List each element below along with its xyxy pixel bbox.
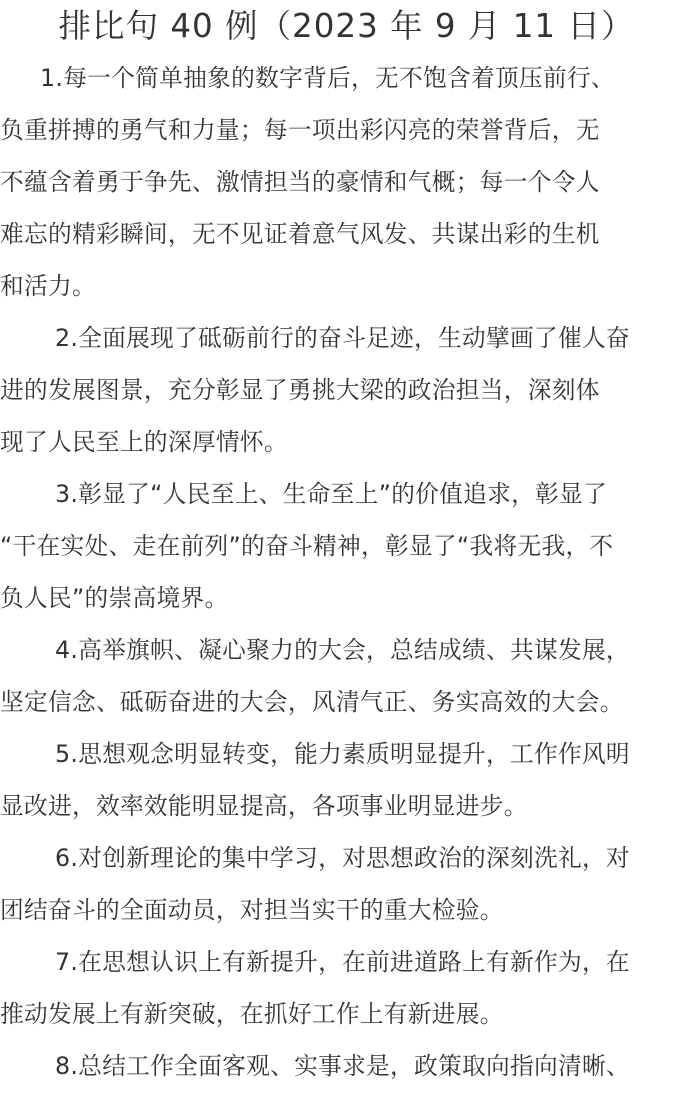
paragraph-1-line-5: 和活力。 <box>0 272 96 300</box>
paragraph-7-line-2: 推动发展上有新突破，在抓好工作上有新进展。 <box>0 1000 504 1028</box>
paragraph-1-line-4: 难忘的精彩瞬间，无不见证着意气风发、共谋出彩的生机 <box>0 220 600 248</box>
paragraph-7-line-1: 7.在思想认识上有新提升，在前进道路上有新作为，在 <box>55 948 630 976</box>
paragraph-3-line-3: 负人民”的崇高境界。 <box>0 584 229 612</box>
paragraph-5-line-2: 显改进，效率效能明显提高，各项事业明显进步。 <box>0 792 528 820</box>
paragraph-2-line-3: 现了人民至上的深厚情怀。 <box>0 428 288 456</box>
paragraph-2-line-1: 2.全面展现了砥砺前行的奋斗足迹，生动擘画了催人奋 <box>55 324 630 352</box>
paragraph-6-line-2: 团结奋斗的全面动员，对担当实干的重大检验。 <box>0 896 504 924</box>
paragraph-4-line-2: 坚定信念、砥砺奋进的大会，风清气正、务实高效的大会。 <box>0 688 624 716</box>
paragraph-8-line-1: 8.总结工作全面客观、实事求是，政策取向指向清晰、 <box>55 1052 630 1080</box>
paragraph-4-line-1: 4.高举旗帜、凝心聚力的大会，总结成绩、共谋发展， <box>55 636 630 664</box>
paragraph-1-line-3: 不蕴含着勇于争先、激情担当的豪情和气概；每一个令人 <box>0 168 600 196</box>
paragraph-1-line-1: 1.每一个简单抽象的数字背后，无不饱含着顶压前行、 <box>40 64 615 92</box>
paragraph-3-line-1: 3.彰显了“人民至上、生命至上”的价值追求，彰显了 <box>55 480 608 508</box>
paragraph-5-line-1: 5.思想观念明显转变，能力素质明显提升，工作作风明 <box>55 740 630 768</box>
document-title: 排比句 40 例（2023 年 9 月 11 日） <box>58 7 635 45</box>
paragraph-2-line-2: 进的发展图景，充分彰显了勇挑大梁的政治担当，深刻体 <box>0 376 600 404</box>
paragraph-3-line-2: “干在实处、走在前列”的奋斗精神，彰显了“我将无我，不 <box>0 532 614 560</box>
paragraph-1-line-2: 负重拼搏的勇气和力量；每一项出彩闪亮的荣誉背后，无 <box>0 116 600 144</box>
paragraph-6-line-1: 6.对创新理论的集中学习，对思想政治的深刻洗礼，对 <box>55 844 630 872</box>
